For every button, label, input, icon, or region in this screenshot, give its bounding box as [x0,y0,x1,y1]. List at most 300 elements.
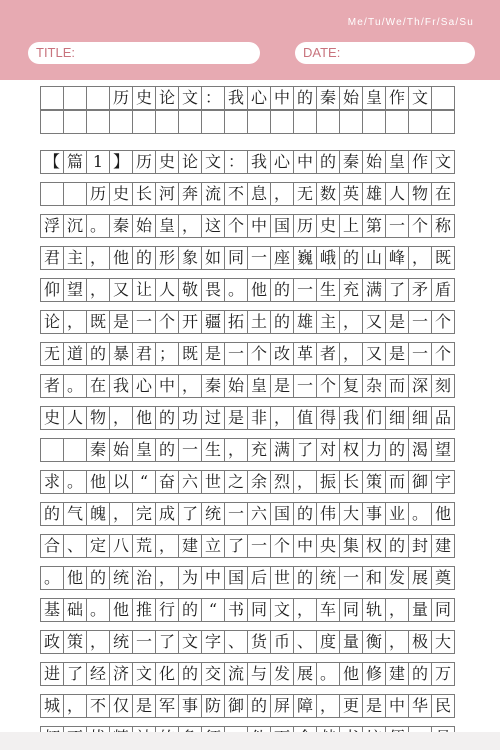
grid-cell: 君 [40,246,64,270]
grid-cell [63,438,87,462]
grid-cell: 了 [155,630,179,654]
grid-cell: 权 [339,438,363,462]
grid-cell: 济 [109,662,133,686]
grid-cell: 皇 [247,374,271,398]
grid-cell: 完 [132,502,156,526]
grid-cell: 。 [408,502,432,526]
grid-cell: 他 [63,566,87,590]
grid-cell: 流 [201,182,225,206]
grid-cell [178,110,202,134]
grid-cell: 人 [385,182,409,206]
grid-cell: 封 [408,534,432,558]
grid-row [40,598,472,622]
grid-cell: 车 [316,598,340,622]
grid-cell: 峰 [385,246,409,270]
grid-cell: 魄 [86,502,110,526]
grid-cell: 经 [86,662,110,686]
grid-cell: 极 [408,630,432,654]
grid-cell: 非 [247,406,271,430]
grid-row [40,662,472,686]
grid-cell: 、 [224,630,248,654]
grid-row [40,246,472,270]
grid-cell: 一 [293,374,317,398]
grid-cell: 历 [293,214,317,238]
grid-row [40,374,472,398]
grid-cell: 他 [132,406,156,430]
grid-cell: 个 [316,374,340,398]
grid-cell: 个 [431,342,455,366]
grid-cell: 长 [132,182,156,206]
grid-cell: 们 [362,406,386,430]
grid-row [40,182,472,206]
grid-cell: 心 [132,374,156,398]
grid-cell: 统 [109,566,133,590]
grid-row [40,534,472,558]
grid-cell: 他 [431,502,455,526]
grid-cell: 的 [155,438,179,462]
grid-cell: 文 [132,662,156,686]
grid-cell: 同 [431,598,455,622]
grid-cell: 文 [408,86,432,110]
grid-cell: 英 [339,182,363,206]
grid-cell: 权 [362,534,386,558]
grid-cell: 心 [270,150,294,174]
grid-row [40,470,472,494]
grid-cell: 是 [109,310,133,334]
grid-cell: 他 [339,662,363,686]
grid-cell: 八 [109,534,133,558]
grid-cell: 是 [385,342,409,366]
grid-cell: 满 [362,278,386,302]
grid-cell: ， [339,342,363,366]
grid-cell: 无 [40,342,64,366]
grid-cell: 一 [408,310,432,334]
grid-cell: 一 [224,342,248,366]
grid-cell: 础 [63,598,87,622]
grid-cell: 六 [247,502,271,526]
grid-cell: 对 [316,438,340,462]
grid-row [40,278,472,302]
grid-cell: ， [86,630,110,654]
grid-cell: 论 [178,150,202,174]
grid-cell: 皇 [385,150,409,174]
grid-cell: 】 [109,150,133,174]
grid-cell: 展 [293,662,317,686]
grid-cell: 得 [316,406,340,430]
grid-cell: 是 [132,694,156,718]
grid-cell: 暴 [109,342,133,366]
grid-cell: 开 [178,310,202,334]
grid-row [40,86,472,110]
grid-cell: ， [224,438,248,462]
grid-cell: 基 [40,598,64,622]
grid-cell: 建 [385,662,409,686]
grid-cell: 而 [385,470,409,494]
grid-cell: 的 [86,566,110,590]
grid-cell: 土 [247,310,271,334]
grid-cell: 中 [155,374,179,398]
title-field: TITLE: [28,42,260,64]
grid-cell: 。 [40,566,64,590]
grid-cell: 生 [316,278,340,302]
grid-cell [63,182,87,206]
grid-cell: 荒 [132,534,156,558]
grid-cell: 中 [247,214,271,238]
grid-cell: 个 [224,214,248,238]
grid-cell [109,110,133,134]
grid-cell: 如 [201,246,225,270]
grid-cell: 值 [293,406,317,430]
grid-cell: 论 [40,310,64,334]
grid-cell: 第 [362,214,386,238]
grid-cell: 行 [155,598,179,622]
grid-cell [316,110,340,134]
grid-cell: 。 [224,278,248,302]
grid-cell: 史 [155,150,179,174]
grid-cell: 振 [316,470,340,494]
grid-cell: 功 [178,406,202,430]
weekday-selector: Me/Tu/We/Th/Fr/Sa/Su [347,17,474,28]
grid-cell: 文 [270,598,294,622]
grid-cell: 。 [63,374,87,398]
grid-cell: 人 [155,278,179,302]
grid-cell: 的 [270,310,294,334]
grid-cell [408,110,432,134]
grid-cell [201,110,225,134]
grid-cell: 衡 [362,630,386,654]
grid-cell: “ [201,598,225,622]
grid-cell: 了 [224,534,248,558]
grid-cell: 修 [362,662,386,686]
grid-cell: 复 [339,374,363,398]
grid-cell: 论 [155,86,179,110]
grid-cell: 成 [155,502,179,526]
grid-cell: 障 [293,694,317,718]
grid-cell: 余 [247,470,271,494]
grid-cell: ， [385,598,409,622]
grid-cell [40,86,64,110]
grid-cell: 秦 [316,86,340,110]
grid-cell: 的 [155,406,179,430]
grid-cell: 盾 [431,278,455,302]
grid-cell: 一 [339,566,363,590]
grid-cell: 。 [86,598,110,622]
grid-cell: ， [316,694,340,718]
grid-cell: 让 [132,278,156,302]
grid-cell [155,110,179,134]
grid-cell: 始 [132,214,156,238]
grid-cell: 民 [431,694,455,718]
grid-cell: 一 [385,214,409,238]
grid-cell: 【 [40,150,64,174]
grid-cell: 作 [408,150,432,174]
grid-cell: 史 [132,86,156,110]
grid-cell: 合 [40,534,64,558]
grid-cell: 量 [408,598,432,622]
grid-cell: 的 [40,502,64,526]
grid-cell: 世 [201,470,225,494]
grid-cell: 展 [408,566,432,590]
grid-cell: 货 [247,630,271,654]
grid-cell: 又 [362,310,386,334]
grid-cell: ， [86,278,110,302]
grid-cell: 长 [339,470,363,494]
grid-cell: 仅 [109,694,133,718]
grid-cell: 形 [155,246,179,270]
grid-cell: 一 [132,310,156,334]
grid-cell: 定 [86,534,110,558]
grid-cell: ， [155,566,179,590]
grid-cell: ， [178,214,202,238]
grid-row [40,406,472,430]
grid-cell: 治 [132,566,156,590]
grid-cell: 过 [201,406,225,430]
grid-cell: 为 [178,566,202,590]
grid-cell: 我 [339,406,363,430]
grid-cell: ， [293,598,317,622]
grid-cell: 中 [270,86,294,110]
grid-cell: 数 [316,182,340,206]
grid-cell: ， [339,310,363,334]
grid-cell: 推 [132,598,156,622]
grid-cell: 了 [385,278,409,302]
grid-cell [431,110,455,134]
grid-cell: 满 [270,438,294,462]
grid-cell: 轨 [362,598,386,622]
grid-cell: 。 [63,470,87,494]
grid-cell: 防 [201,694,225,718]
grid-cell: ， [385,630,409,654]
grid-cell: 一 [293,278,317,302]
grid-cell: 中 [293,534,317,558]
grid-cell: 皇 [362,86,386,110]
grid-cell: 的 [270,278,294,302]
grid-cell: 既 [178,342,202,366]
grid-cell: ， [270,406,294,430]
grid-row [40,566,472,590]
grid-cell: 物 [86,406,110,430]
grid-cell: 充 [339,278,363,302]
grid-cell [86,86,110,110]
grid-cell: 是 [270,374,294,398]
grid-cell: 君 [132,342,156,366]
grid-cell: 个 [247,342,271,366]
grid-cell: 文 [178,630,202,654]
grid-cell: 书 [224,598,248,622]
grid-row [40,150,472,174]
grid-cell: 者 [40,374,64,398]
grid-cell: 烈 [270,470,294,494]
grid-cell: 这 [201,214,225,238]
grid-cell: ， [109,502,133,526]
grid-cell: 大 [431,630,455,654]
grid-cell: 求 [40,470,64,494]
grid-cell: 华 [408,694,432,718]
grid-cell [40,110,64,134]
grid-cell: 和 [362,566,386,590]
grid-cell: 一 [224,502,248,526]
grid-cell: 细 [408,406,432,430]
grid-cell: 始 [224,374,248,398]
grid-cell: 深 [408,374,432,398]
grid-cell: 的 [408,662,432,686]
grid-cell: 皇 [155,214,179,238]
grid-cell: 巍 [293,246,317,270]
grid-cell: 集 [339,534,363,558]
grid-cell: 的 [293,86,317,110]
grid-cell: 是 [224,406,248,430]
grid-cell: 同 [247,598,271,622]
grid-cell: 以 [109,470,133,494]
grid-cell: 一 [178,438,202,462]
grid-cell [247,110,271,134]
grid-cell: 史 [316,214,340,238]
grid-cell: 史 [40,406,64,430]
grid-cell: 文 [431,150,455,174]
grid-cell: 峨 [316,246,340,270]
grid-row [40,342,472,366]
grid-cell: 矛 [408,278,432,302]
grid-cell: 的 [178,662,202,686]
grid-cell: 品 [431,406,455,430]
grid-cell: 国 [224,566,248,590]
grid-cell: 细 [385,406,409,430]
grid-cell: 更 [339,694,363,718]
grid-cell: 我 [224,86,248,110]
grid-cell: 奠 [431,566,455,590]
grid-cell: 雄 [293,310,317,334]
grid-cell: 革 [293,342,317,366]
grid-cell: 皇 [132,438,156,462]
grid-cell: 央 [316,534,340,558]
grid-cell: 在 [431,182,455,206]
grid-cell: 主 [316,310,340,334]
grid-row [40,214,472,238]
grid-cell: 望 [63,278,87,302]
grid-cell: 是 [385,310,409,334]
grid-cell: 秦 [201,374,225,398]
grid-cell: 、 [63,534,87,558]
grid-cell: 雄 [362,182,386,206]
writing-grid [40,86,472,746]
grid-cell: 历 [109,86,133,110]
grid-cell: 个 [270,534,294,558]
grid-cell: 一 [132,630,156,654]
grid-cell: 我 [247,150,271,174]
grid-cell [40,438,64,462]
grid-cell: 城 [40,694,64,718]
grid-cell: 统 [201,502,225,526]
grid-cell: 了 [178,502,202,526]
grid-cell: 御 [408,470,432,494]
grid-cell: 不 [86,694,110,718]
grid-cell [270,110,294,134]
grid-cell: 大 [339,502,363,526]
grid-cell: 1 [86,150,110,174]
grid-cell: 既 [431,246,455,270]
grid-cell: 。 [316,662,340,686]
grid-cell: 称 [431,214,455,238]
grid-cell: 的 [316,150,340,174]
grid-cell: 军 [155,694,179,718]
grid-cell: 的 [86,342,110,366]
grid-cell: ， [408,246,432,270]
grid-cell: 始 [362,150,386,174]
grid-cell: ， [178,374,202,398]
grid-cell: 又 [362,342,386,366]
grid-cell: ， [109,406,133,430]
grid-cell: 始 [109,438,133,462]
grid-cell: 秦 [339,150,363,174]
page-bottom-edge [0,732,500,750]
grid-cell: 化 [155,662,179,686]
grid-cell [132,110,156,134]
grid-row [40,438,472,462]
grid-cell: 力 [362,438,386,462]
grid-cell: 在 [86,374,110,398]
grid-cell: 不 [224,182,248,206]
grid-cell: 望 [431,438,455,462]
grid-cell: 又 [109,278,133,302]
grid-cell: 屏 [270,694,294,718]
grid-cell: 文 [178,86,202,110]
grid-cell: 篇 [63,150,87,174]
grid-cell: 他 [86,470,110,494]
grid-cell: 立 [201,534,225,558]
grid-cell: 事 [178,694,202,718]
grid-cell: ， [63,694,87,718]
grid-cell: ， [86,246,110,270]
grid-cell: 的 [385,438,409,462]
grid-cell: 河 [155,182,179,206]
grid-cell: 座 [270,246,294,270]
grid-cell: 沉 [63,214,87,238]
grid-cell: 流 [224,662,248,686]
grid-cell: 秦 [109,214,133,238]
grid-cell: 的 [339,246,363,270]
grid-cell [385,110,409,134]
grid-cell: 发 [270,662,294,686]
grid-cell: 字 [201,630,225,654]
grid-cell: 历 [86,182,110,206]
grid-cell: 中 [293,150,317,174]
grid-cell: 始 [339,86,363,110]
grid-cell: 史 [109,182,133,206]
grid-cell: 币 [270,630,294,654]
grid-cell: ， [293,470,317,494]
grid-cell: 无 [293,182,317,206]
grid-cell: 气 [63,502,87,526]
grid-cell: 交 [201,662,225,686]
grid-cell: 万 [431,662,455,686]
grid-cell: 进 [40,662,64,686]
grid-cell: 事 [362,502,386,526]
grid-row [40,310,472,334]
grid-cell: 文 [201,150,225,174]
grid-cell: 中 [201,566,225,590]
grid-cell: 之 [224,470,248,494]
grid-cell: ， [270,182,294,206]
grid-cell: ： [201,86,225,110]
grid-cell: 策 [63,630,87,654]
grid-cell: 国 [270,214,294,238]
grid-cell: 物 [408,182,432,206]
grid-cell: 是 [362,694,386,718]
grid-cell: 历 [132,150,156,174]
grid-cell: 奔 [178,182,202,206]
grid-cell: 上 [339,214,363,238]
grid-cell: 建 [431,534,455,558]
